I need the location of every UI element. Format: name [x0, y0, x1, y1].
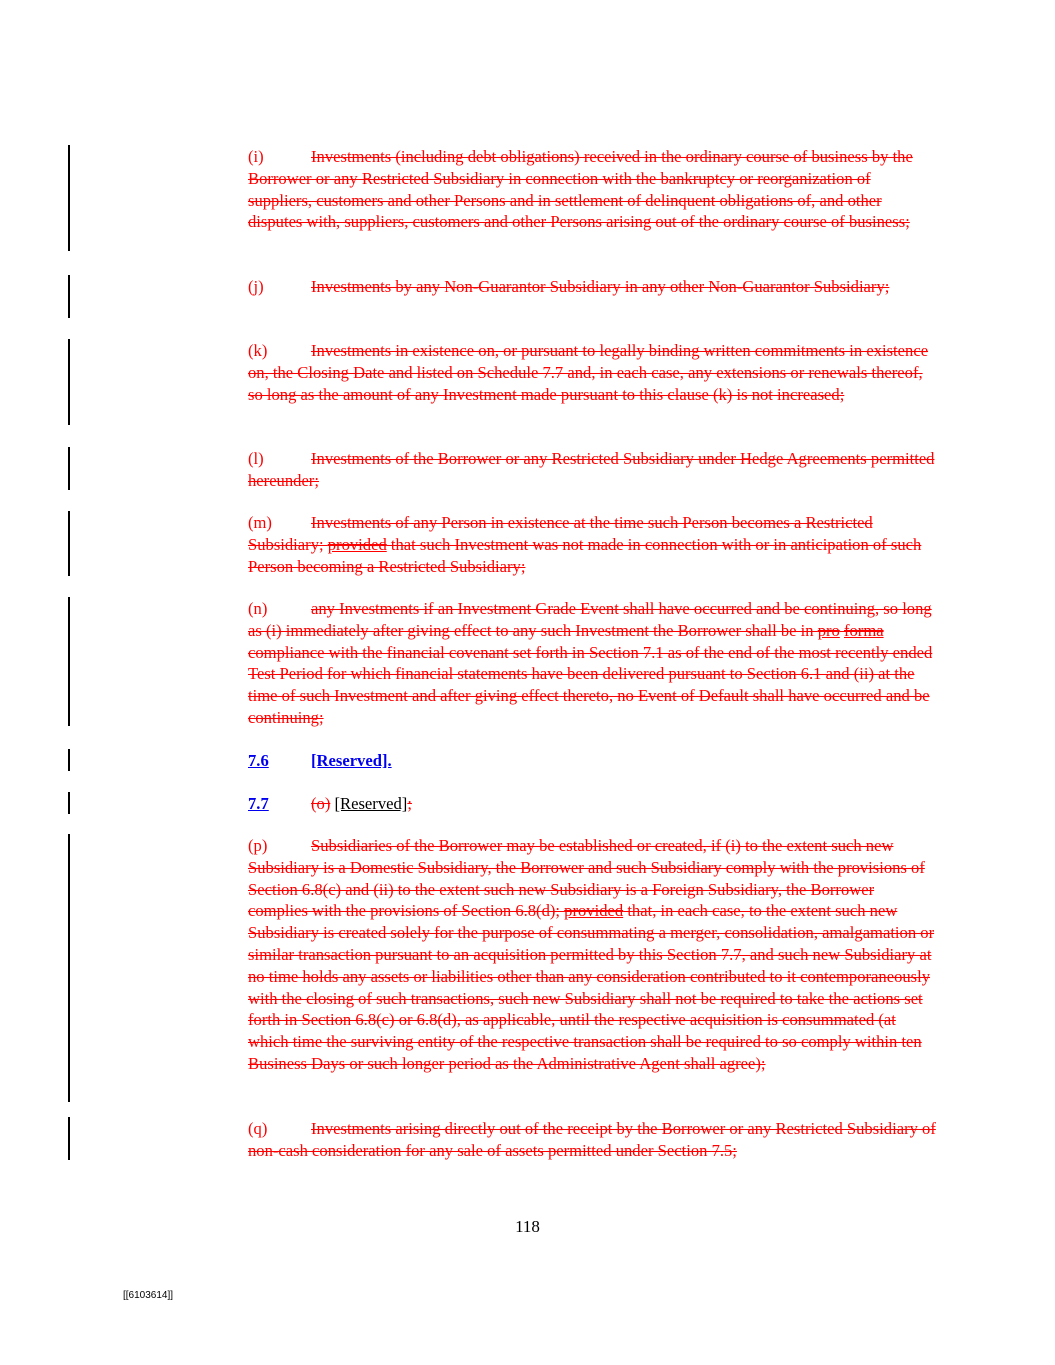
change-bar [68, 792, 70, 814]
paragraph-text: Investments by any Non-Guarantor Subsidiary in any other Non-Guarantor Subsidiary; [311, 277, 890, 296]
paragraph-l [187, 448, 937, 492]
change-bar [68, 597, 70, 726]
paragraph-n [187, 598, 937, 729]
section-number-link[interactable]: 7.7 [248, 794, 269, 813]
paragraph-text: Investments of any Person in existence at the time such Person becomes a Restricted Subsidiary; [248, 513, 873, 554]
struck-label: (o) [311, 794, 331, 813]
change-bar [68, 834, 70, 1102]
change-bar [68, 275, 70, 318]
underlined-term: forma [843, 620, 884, 640]
paragraph-label: (j) [248, 277, 264, 296]
paragraph-label: (m) [248, 513, 272, 532]
paragraph-q [187, 1118, 937, 1162]
paragraph-text-cont: that, in each case, to the extent such new Subsidiary is created solely for the purpose of consummating a merger, consolidation, amalgamation or similar transaction pursuant to an acquisition permitted by this Section 7.7, and such new Subsidiary at no time holds any assets or liabilities other than any consideration contributed to it contemporaneously with the closing of such transactions, such new Subsidiary shall not be required to take the actions set forth in Section 6.8(c) or 6.8(d), as applicable, until the respective acquisition is consummated (at which time the surviving entity of the respective transaction shall be required to so comply within ten Business Days or such longer period as the Administrative Agent shall agree); [248, 901, 935, 1073]
underlined-term: provided [327, 534, 387, 554]
paragraph-label: (l) [248, 449, 264, 468]
struck-punct: ; [407, 794, 412, 813]
paragraph-i [187, 146, 937, 233]
underlined-term: provided [564, 901, 624, 921]
document-id: [[6103614]] [123, 1290, 174, 1301]
change-bar [68, 145, 70, 251]
underlined-term: pro [817, 620, 840, 640]
paragraph-text: Investments arising directly out of the receipt by the Borrower or any Restricted Subsidiary of non-cash consideration for any sale of assets permitted under Section 7.5; [248, 1119, 936, 1160]
paragraph-label: (q) [248, 1119, 268, 1138]
paragraph-text: Investments in existence on, or pursuant to legally binding written commitments in existence on, the Closing Date and listed on Schedule 7.7 and, in each case, any extensions or renewals thereof, so long as the amount of any Investment made pursuant to this clause (k) is not increased; [248, 341, 929, 404]
change-bar [68, 1117, 70, 1160]
paragraph-text: Investments of the Borrower or any Restricted Subsidiary under Hedge Agreements permitted hereunder; [248, 449, 935, 490]
paragraph-m [187, 512, 937, 577]
change-bar [68, 749, 70, 771]
change-bar [68, 339, 70, 425]
section-title: [Reserved] [334, 794, 408, 813]
change-bar [68, 511, 70, 576]
paragraph-p [187, 835, 937, 1075]
paragraph-label: (n) [248, 599, 268, 618]
paragraph-text-cont: that such Investment was not made in connection with or in anticipation of such Person becoming a Restricted Subsidiary; [248, 534, 922, 576]
paragraph-text: Investments (including debt obligations) received in the ordinary course of business by the Borrower or any Restricted Subsidiary in connection with the bankruptcy or reorganization of suppliers, customers and other Persons and in settlement of delinquent obligations of, and other disputes with, suppliers, customers and other Persons arising out of the ordinary course of business; [248, 147, 913, 232]
paragraph-label: (p) [248, 836, 268, 855]
paragraph-text: Subsidiaries of the Borrower may be established or created, if (i) to the extent such new Subsidiary is a Domestic Subsidiary, the Borrower and such Subsidiary comply with the provisions of Section 6.8(c) and (ii) to the extent such new Subsidiary is a Foreign Subsidiary, the Borrower complies with the provisions of Section 6.8(d); [248, 836, 925, 921]
paragraph-label: (i) [248, 147, 264, 166]
paragraph-text-cont: compliance with the financial covenant set forth in Section 7.1 as of the end of the most recently ended Test Period for which financial statements have been delivered pursuant to Section 6.1 and (ii) at the time of such Investment and after giving effect thereto, no Event of Default shall have occurred and be continuing; [248, 642, 933, 727]
paragraph-label: (k) [248, 341, 268, 360]
section-title: [Reserved]. [311, 751, 392, 770]
paragraph-j [187, 276, 937, 298]
section-number-link[interactable]: 7.6 [248, 751, 269, 770]
paragraph-k [187, 340, 937, 405]
paragraph-text: any Investments if an Investment Grade Event shall have occurred and be continuing, so long as (i) immediately after giving effect to any such Investment the Borrower shall be in [248, 599, 932, 640]
change-bar [68, 447, 70, 490]
page-number: 118 [515, 1217, 540, 1236]
